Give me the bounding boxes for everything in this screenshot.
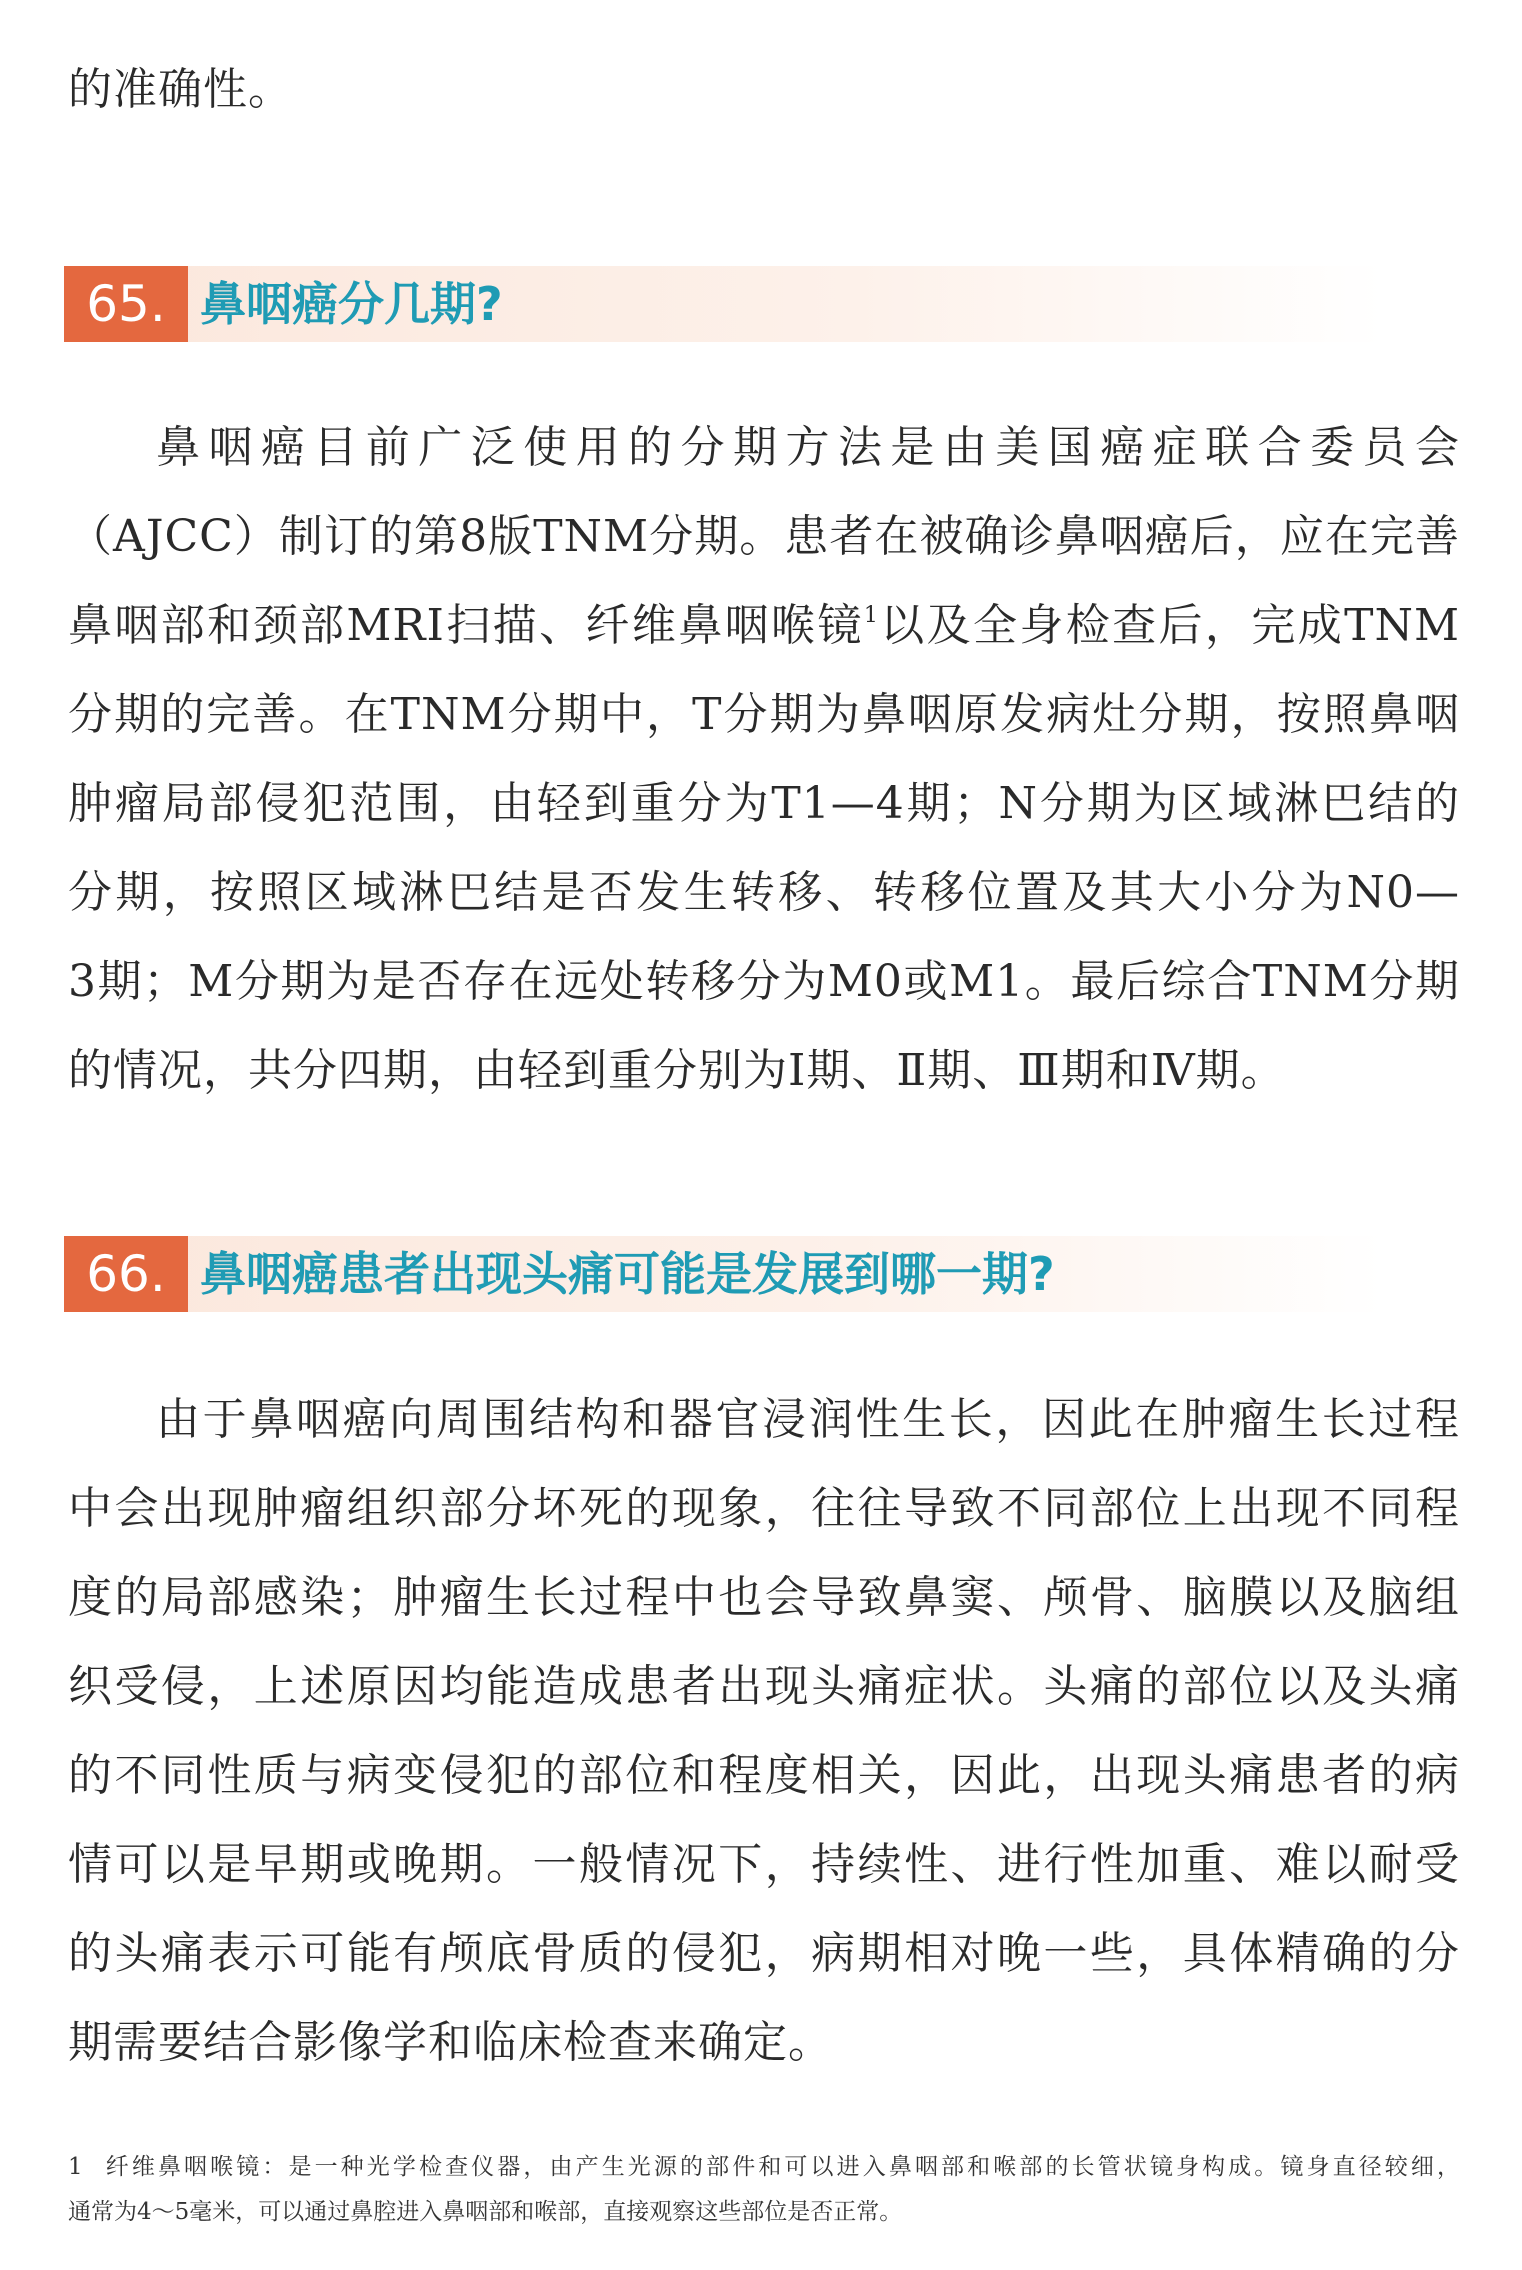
footnote-line-1 xyxy=(68,2150,1460,2184)
section-65-line-8: 的情况，共分四期，由轻到重分别为Ⅰ期、Ⅱ期、Ⅲ期和Ⅳ期。 xyxy=(68,1045,1286,1096)
section-65-title: 鼻咽癌分几期? xyxy=(200,277,503,331)
section-65-line-6: 分期，按照区域淋巴结是否发生转移、转移位置及其大小分为N0— xyxy=(68,867,1460,918)
section-65-line-5: 肿瘤局部侵犯范围，由轻到重分为T1—4期；N分期为区域淋巴结的 xyxy=(68,778,1460,829)
section-65-line-2: （AJCC）制订的第8版TNM分期。患者在被确诊鼻咽癌后，应在完善 xyxy=(68,511,1460,562)
footnote-reference: 1 xyxy=(863,603,879,628)
section-66-line-3: 度的局部感染；肿瘤生长过程中也会导致鼻窦、颅骨、脑膜以及脑组 xyxy=(68,1572,1460,1623)
section-66-heading xyxy=(64,1236,1384,1312)
section-66-number: 66. xyxy=(64,1236,188,1312)
section-66-line-6: 情可以是早期或晚期。一般情况下，持续性、进行性加重、难以耐受 xyxy=(68,1839,1460,1890)
section-66-line-2: 中会出现肿瘤组织部分坏死的现象，往往导致不同部位上出现不同程 xyxy=(68,1483,1460,1534)
section-65-line-3-part-b: 以及全身检查后，完成TNM xyxy=(878,600,1461,651)
section-65-line-1: 鼻咽癌目前广泛使用的分期方法是由美国癌症联合委员会 xyxy=(156,422,1460,473)
section-66-line-8: 期需要结合影像学和临床检查来确定。 xyxy=(68,2017,833,2068)
section-66-line-5: 的不同性质与病变侵犯的部位和程度相关，因此，出现头痛患者的病 xyxy=(68,1750,1460,1801)
section-65-line-4: 分期的完善。在TNM分期中，T分期为鼻咽原发病灶分期，按照鼻咽 xyxy=(68,689,1460,740)
section-66-line-1: 由于鼻咽癌向周围结构和器官浸润性生长，因此在肿瘤生长过程 xyxy=(156,1394,1460,1445)
footnote-line-2: 通常为4～5毫米，可以通过鼻腔进入鼻咽部和喉部，直接观察这些部位是否正常。 xyxy=(68,2199,903,2225)
footnote-text-1: 纤维鼻咽喉镜：是一种光学检查仪器，由产生光源的部件和可以进入鼻咽部和喉部的长管状镜身构成。镜身直径较细， xyxy=(102,2154,1460,2180)
section-66-line-4: 织受侵，上述原因均能造成患者出现头痛症状。头痛的部位以及头痛 xyxy=(68,1661,1460,1712)
section-66-title: 鼻咽癌患者出现头痛可能是发展到哪一期? xyxy=(200,1247,1055,1301)
section-65-number: 65. xyxy=(64,266,188,342)
footnote-number: 1 xyxy=(68,2154,83,2180)
section-65-line-7: 3期；M分期为是否存在远处转移分为M0或M1。最后综合TNM分期 xyxy=(68,956,1460,1007)
continued-paragraph-line: 的准确性。 xyxy=(68,64,293,115)
section-65-line-3 xyxy=(68,596,1460,656)
section-66-line-7: 的头痛表示可能有颅底骨质的侵犯，病期相对晚一些，具体精确的分 xyxy=(68,1928,1460,1979)
section-65-line-3-part-a: 鼻咽部和颈部MRI扫描、纤维鼻咽喉镜 xyxy=(68,600,864,651)
section-65-heading xyxy=(64,266,1384,342)
